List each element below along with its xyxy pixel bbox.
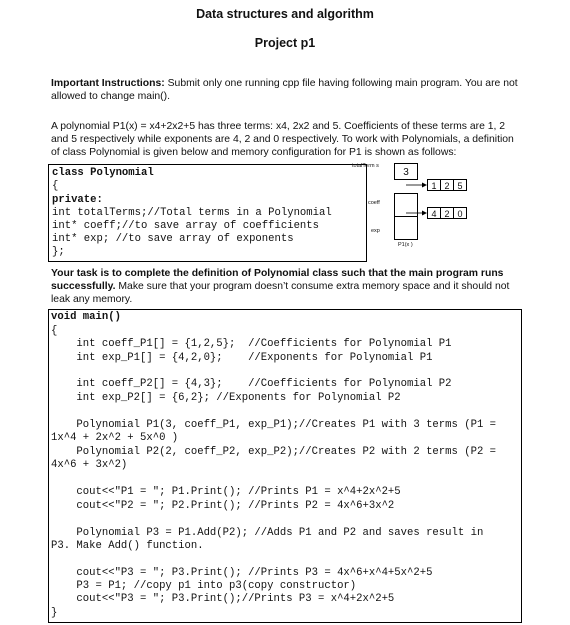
main-code-line: cout<<"P2 = "; P2.Print(); //Prints P2 = 4x^6+3x^2: [51, 500, 395, 512]
main-code-line: P3 = P1; //copy p1 into p3(copy constructor): [51, 580, 357, 592]
class-code-line: int* coeff;//to save array of coefficients: [52, 220, 320, 232]
main-code-line: cout<<"P3 = "; P3.Print();//Prints P3 = x^4+2x^2+5: [51, 593, 395, 605]
coeff-array-cell: 1: [427, 179, 441, 191]
description-paragraph: A polynomial P1(x) = x4+2x2+5 has three terms: x4, 2x2 and 5. Coefficients of these terms are 1, 2 and 5 respectively while exponents are 4, 2 and 0 respectively. To work with Polynomials, a definition of class Polynomial is given below and memory configuration for P1 is shown as follows:: [51, 121, 514, 158]
totalterms-label: totalTerm s: [352, 163, 379, 169]
main-code-line: 4x^6 + 3x^2): [51, 459, 128, 471]
main-code-line: Polynomial P2(2, coeff_P2, exp_P2);//Creates P2 with 2 terms (P2 =: [51, 446, 497, 458]
coeff-array-cell: 2: [440, 179, 454, 191]
coeff-array-cell: 5: [453, 179, 467, 191]
task-text: Make sure that your program doesn’t consume extra memory space and it should not leak any memory.: [51, 281, 510, 305]
exp-array-cell: 0: [453, 207, 467, 219]
main-code-line: P3. Make Add() function.: [51, 540, 204, 552]
main-code-line: int exp_P1[] = {4,2,0}; //Exponents for Polynomial P1: [51, 352, 433, 364]
main-code-line: void main(): [51, 311, 121, 323]
main-code-line: int coeff_P2[] = {4,3}; //Coefficients for Polynomial P2: [51, 378, 452, 390]
class-code-line: int totalTerms;//Total terms in a Polynomial: [52, 207, 332, 219]
instructions-paragraph: [51, 77, 523, 103]
exp-array-cell: 4: [427, 207, 441, 219]
main-code-line: {: [51, 325, 58, 337]
main-code-line: Polynomial P3 = P1.Add(P2); //Adds P1 and P2 and saves result in: [51, 527, 484, 539]
class-code-line: private:: [52, 194, 103, 206]
object-label: P1(x ): [398, 242, 413, 248]
document-subtitle: Project p1: [254, 36, 316, 50]
exp-label: exp: [371, 228, 380, 234]
class-code-line: int* exp; //to save array of exponents: [52, 233, 294, 245]
task-paragraph: [51, 267, 523, 306]
main-code-line: int exp_P2[] = {6,2}; //Exponents for Polynomial P2: [51, 392, 401, 404]
class-definition-box: [48, 164, 367, 262]
instructions-text: Submit only one running cpp file having following main program. You are not allowed to change main().: [51, 78, 518, 102]
main-code-line: int coeff_P1[] = {1,2,5}; //Coefficients for Polynomial P1: [51, 338, 452, 350]
coeff-label: coeff: [368, 200, 380, 206]
pointer-arrows: [400, 180, 430, 220]
exp-array-cell: 2: [440, 207, 454, 219]
instructions-heading: Important Instructions:: [51, 78, 165, 89]
main-code-line: 1x^4 + 2x^2 + 5x^0 ): [51, 432, 179, 444]
main-code-box: [48, 309, 522, 623]
task-heading: Your task is to complete the definition of Polynomial class such that the main program runs successfully.: [51, 268, 504, 292]
class-code-line: class Polynomial: [52, 167, 154, 179]
class-code-line: };: [52, 246, 65, 258]
document-title: Data structures and algorithm: [196, 7, 374, 21]
class-code-line: {: [52, 180, 59, 192]
main-code-line: }: [51, 607, 58, 619]
main-code-line: cout<<"P3 = "; P3.Print(); //Prints P3 = 4x^6+x^4+5x^2+5: [51, 567, 433, 579]
main-code-line: Polynomial P1(3, coeff_P1, exp_P1);//Creates P1 with 3 terms (P1 =: [51, 419, 497, 431]
main-code-line: cout<<"P1 = "; P1.Print(); //Prints P1 = x^4+2x^2+5: [51, 486, 401, 498]
totalterms-value-cell: 3: [394, 163, 418, 180]
